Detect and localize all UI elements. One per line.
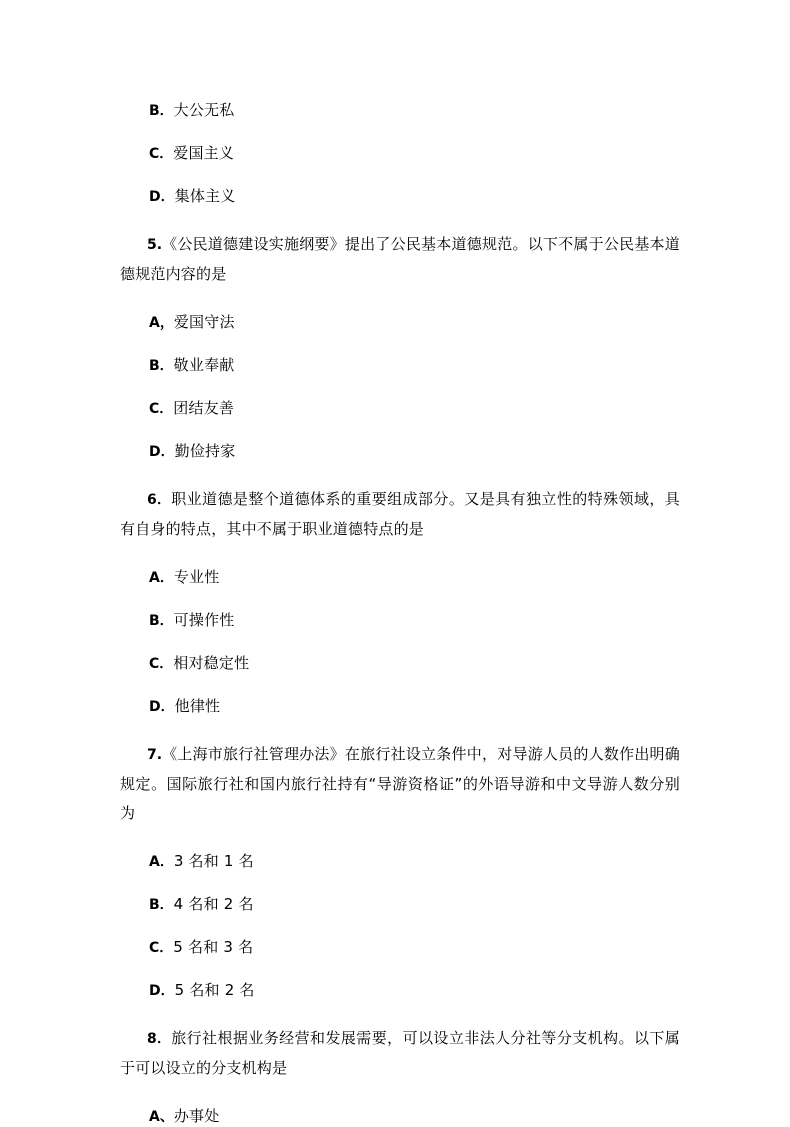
option-label: B． bbox=[149, 897, 174, 913]
spacer bbox=[120, 1083, 680, 1106]
question-stem bbox=[120, 485, 680, 544]
spacer bbox=[120, 958, 680, 980]
option-text: 5 名和 3 名 bbox=[173, 938, 254, 956]
option-group bbox=[120, 312, 680, 462]
option-row bbox=[120, 186, 680, 207]
option-text: 4 名和 2 名 bbox=[173, 895, 254, 913]
spacer bbox=[120, 376, 680, 398]
spacer bbox=[120, 717, 680, 740]
spacer bbox=[120, 207, 680, 230]
option-text: 爱国主义 bbox=[173, 144, 235, 162]
option-text: 大公无私 bbox=[173, 101, 235, 119]
option-group-continued bbox=[120, 100, 680, 207]
option-label: A． bbox=[149, 854, 174, 870]
option-label: C． bbox=[149, 656, 174, 672]
option-row bbox=[120, 100, 680, 121]
question-text: 职业道德是整个道德体系的重要组成部分。又是具有独立性的特殊领域，具有自身的特点，其中不属于职业道德特点的是 bbox=[120, 490, 680, 538]
option-text: 敬业奉献 bbox=[173, 356, 235, 374]
option-label: D． bbox=[149, 189, 175, 205]
option-row bbox=[120, 1106, 680, 1127]
option-text: 可操作性 bbox=[173, 611, 235, 629]
document-body bbox=[120, 100, 680, 1127]
option-row bbox=[120, 696, 680, 717]
question-number: 6． bbox=[147, 492, 172, 508]
option-row bbox=[120, 398, 680, 419]
option-label: B． bbox=[149, 613, 174, 629]
question-number: 8． bbox=[147, 1031, 172, 1047]
option-text: 办事处 bbox=[173, 1107, 220, 1125]
spacer bbox=[120, 121, 680, 143]
spacer bbox=[120, 289, 680, 312]
option-row bbox=[120, 610, 680, 631]
option-row bbox=[120, 441, 680, 462]
option-label: D． bbox=[149, 983, 175, 999]
option-text: 专业性 bbox=[173, 568, 220, 586]
option-row bbox=[120, 851, 680, 872]
option-text: 团结友善 bbox=[173, 399, 235, 417]
option-text: 爱国守法 bbox=[173, 313, 235, 331]
option-label: A、 bbox=[149, 1109, 174, 1125]
option-text: 相对稳定性 bbox=[173, 654, 250, 672]
option-group bbox=[120, 567, 680, 717]
spacer bbox=[120, 674, 680, 696]
option-text: 他律性 bbox=[174, 697, 221, 715]
option-label: C． bbox=[149, 146, 174, 162]
option-text: 5 名和 2 名 bbox=[174, 981, 255, 999]
question-stem bbox=[120, 1024, 680, 1083]
question-number: 7. bbox=[147, 747, 163, 763]
spacer bbox=[120, 588, 680, 610]
spacer bbox=[120, 1001, 680, 1024]
option-row bbox=[120, 355, 680, 376]
option-row bbox=[120, 894, 680, 915]
spacer bbox=[120, 544, 680, 567]
option-group bbox=[120, 851, 680, 1001]
spacer bbox=[120, 915, 680, 937]
option-label: B． bbox=[149, 358, 174, 374]
question-number: 5. bbox=[147, 237, 163, 253]
option-label: A， bbox=[149, 315, 174, 331]
question-text: 旅行社根据业务经营和发展需要，可以设立非法人分社等分支机构。以下属于可以设立的分支机构是 bbox=[120, 1029, 680, 1077]
option-row bbox=[120, 980, 680, 1001]
option-row bbox=[120, 143, 680, 164]
option-row bbox=[120, 567, 680, 588]
option-label: A． bbox=[149, 570, 174, 586]
option-row bbox=[120, 653, 680, 674]
spacer bbox=[120, 462, 680, 485]
spacer bbox=[120, 828, 680, 851]
question-stem bbox=[120, 230, 680, 289]
question-text: 《公民道德建设实施纲要》提出了公民基本道德规范。以下不属于公民基本道德规范内容的是 bbox=[120, 235, 680, 283]
option-group bbox=[120, 1106, 680, 1127]
option-label: D． bbox=[149, 699, 175, 715]
option-text: 勤俭持家 bbox=[174, 442, 236, 460]
option-text: 集体主义 bbox=[174, 187, 236, 205]
option-row bbox=[120, 312, 680, 333]
option-label: C． bbox=[149, 940, 174, 956]
option-label: C． bbox=[149, 401, 174, 417]
option-text: 3 名和 1 名 bbox=[173, 852, 254, 870]
spacer bbox=[120, 872, 680, 894]
spacer bbox=[120, 631, 680, 653]
option-label: B． bbox=[149, 103, 174, 119]
question-stem bbox=[120, 740, 680, 828]
question-text: 《上海市旅行社管理办法》在旅行社设立条件中，对导游人员的人数作出明确规定。国际旅行社和国内旅行社持有“导游资格证”的外语导游和中文导游人数分别为 bbox=[120, 745, 680, 822]
option-label: D． bbox=[149, 444, 175, 460]
option-row bbox=[120, 937, 680, 958]
spacer bbox=[120, 333, 680, 355]
spacer bbox=[120, 419, 680, 441]
spacer bbox=[120, 164, 680, 186]
